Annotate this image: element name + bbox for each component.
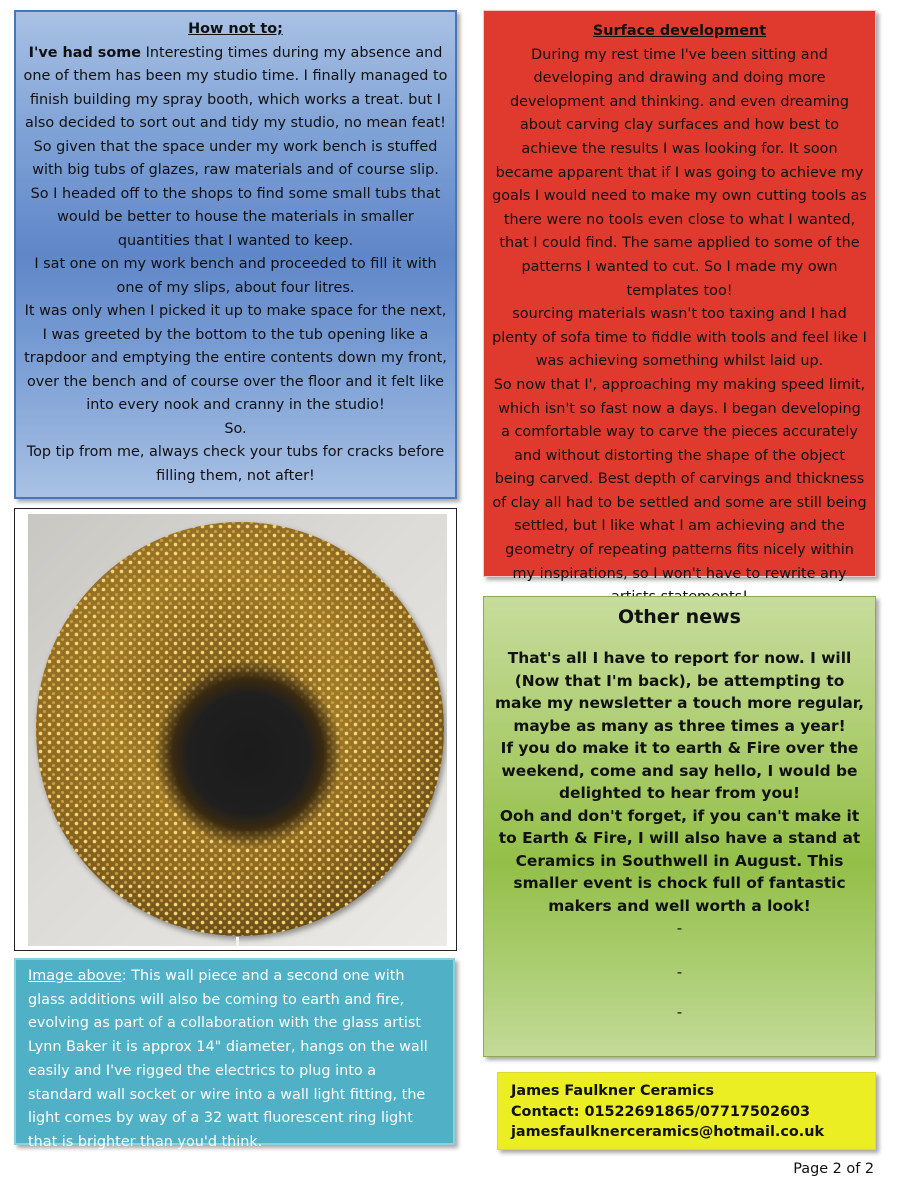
contact-email: jamesfaulknerceramics@hotmail.co.uk xyxy=(511,1124,825,1140)
how-not-to-paragraph-1-text: Interesting times during my absence and one of them has been my studio time. I finally managed to finish building my spray booth, which works a treat. but I also decided to sort out and tidy my studio, no mean feat! So given that the space under my work bench is stuffed with big tubs of glazes, raw materials and of course slip. xyxy=(23,44,448,178)
surface-development-paragraph-2: sourcing materials wasn't too taxing and I had plenty of sofa time to fiddle with tools and feel like I was achieving something whilst laid up. xyxy=(492,306,867,370)
other-news-dash-2: - xyxy=(676,963,683,981)
surface-development-panel xyxy=(483,10,876,582)
other-news-paragraph-3: Ooh and don't forget, if you can't make it to Earth & Fire, I will also have a stand at Ceramics in Southwell in August. This smaller event is chock full of fantastic makers and well worth a look! xyxy=(498,806,861,915)
other-news-heading: Other news xyxy=(618,606,741,628)
how-not-to-paragraph-2: So I headed off to the shops to find some small tubs that would be better to house the materials in smaller quantities that I wanted to keep. xyxy=(30,185,441,249)
other-news-paragraph-2: If you do make it to earth & Fire over the weekend, come and say hello, I would be delighted to hear from you! xyxy=(500,739,859,802)
surface-development-title: Surface development xyxy=(592,23,767,39)
how-not-to-paragraph-4: It was only when I picked it up to make space for the next, I was greeted by the bottom to the tub opening like a trapdoor and emptying the entire contents down my front, over the bench and of course over the floor and it felt like into every nook and cranny in the studio! xyxy=(24,303,447,413)
how-not-to-paragraph-5: So. xyxy=(224,420,247,437)
how-not-to-title: How not to; xyxy=(188,21,283,37)
wall-piece-image-frame xyxy=(14,508,457,951)
hanging-pin xyxy=(236,937,239,946)
image-caption-text xyxy=(28,965,443,1155)
other-news-panel xyxy=(483,596,876,1057)
how-not-to-paragraph-6: Top tip from me, always check your tubs for cracks before filling them, not after! xyxy=(26,444,445,484)
contact-panel xyxy=(497,1072,876,1150)
ceramic-wall-plate-image xyxy=(36,522,444,936)
other-news-dash-3: - xyxy=(676,1002,683,1021)
how-not-to-lead: I've had some xyxy=(28,44,141,61)
surface-development-paragraph-3: So now that I', approaching my making speed limit, which isn't so fast now a days. I began developing a comfortable way to carve the pieces accurately and without distorting the shape of the object being carved. Best depth of carvings and thickness of clay all had to be settled and some are still being settled, but I like what I am achieving and the geometry of repeating patterns fits nicely within my inspirations, so I won't have to rewrite any xyxy=(492,376,867,582)
image-caption-panel xyxy=(14,958,455,1150)
page-number: Page 2 of 2 xyxy=(793,1161,874,1177)
surface-development-paragraph-1: During my rest time I've been sitting and developing and drawing and doing more development and thinking. and even dreaming about carving clay surfaces and how best to achieve the results I was looking for. It soon became apparent that if I was going to achieve my goals I would need to make my own cutting tools as there were no tools even close to what I wanted, that I could find. The same applied to some of the patterns I wanted to cut. So I made my own templates too! xyxy=(492,46,867,299)
wall-piece-photo xyxy=(28,514,447,946)
how-not-to-panel xyxy=(14,10,457,499)
image-caption-lead: Image above xyxy=(28,968,122,984)
image-caption-body: : This wall piece and a second one with glass additions will also be coming to earth and fire, evolving as part of a collaboration with the glass artist Lynn Baker it is approx 14" diameter, hangs on the wall easily and I've rigged the electrics to plug into a standard wall socket or wire into a wall light fitting, the light comes by way of a 32 watt fluorescent ring light that is brighter than you'd think. xyxy=(28,968,428,1150)
how-not-to-paragraph-3: I sat one on my work bench and proceeded to fill it with one of my slips, about four litres. xyxy=(34,256,437,296)
other-news-dash-1: - xyxy=(676,919,683,937)
contact-phone-numbers: Contact: 01522691865/07717502603 xyxy=(511,1103,810,1120)
contact-business-name: James Faulkner Ceramics xyxy=(511,1083,715,1099)
how-not-to-paragraph-1 xyxy=(22,42,449,183)
other-news-paragraph-1: That's all I have to report for now. I will (Now that I'm back), be attempting to make my newsletter a touch more regular, maybe as many as three times a year! xyxy=(495,649,864,735)
